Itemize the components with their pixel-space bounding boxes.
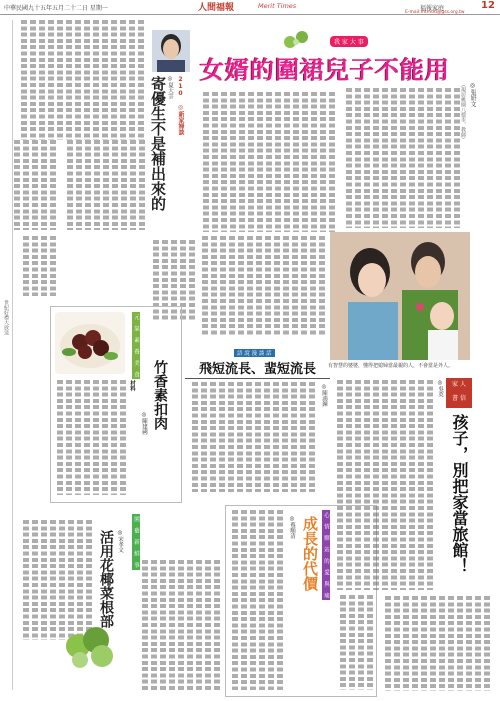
- right-article-body: [335, 380, 433, 590]
- sidebar-body: [14, 236, 56, 296]
- right-article-tag: [446, 378, 472, 408]
- photo-caption: 有智慧的婆婆，懂得把媳婦當最親的人，不會當是外人。: [328, 363, 454, 369]
- section-name: 福報家庭: [420, 5, 445, 12]
- main-article-kicker: 我 家 大 事: [330, 36, 368, 47]
- left-article-author: ◎夏大雲: [167, 76, 173, 99]
- tag-line-top: 家 人: [452, 381, 466, 388]
- plant-article-author: ◎宋孝文: [117, 530, 123, 553]
- main-article-body-top: [340, 88, 460, 228]
- short-article-body: [185, 382, 315, 492]
- short-article-author: ◎陳鴻鍊: [321, 384, 327, 407]
- bottom-left-body: [130, 560, 220, 690]
- main-article-author: ◎張妍文: [469, 82, 476, 107]
- short-article-title: 飛短流長、蜚短流長: [198, 362, 316, 377]
- newspaper-brand-en: Merit Times: [258, 2, 297, 10]
- left-article-body-top: [14, 20, 144, 140]
- newspaper-brand: 人間福報: [198, 3, 235, 13]
- main-article-body-mid: [200, 92, 335, 232]
- left-article-title: 寄優生不是補出來的: [149, 76, 167, 211]
- right-article-author: ◎吳英: [437, 380, 443, 397]
- short-article-divider: [185, 378, 330, 379]
- issue-date: 中華民國九十五年五月二十二日 星期一: [4, 5, 108, 12]
- author-portrait: [152, 30, 190, 72]
- food-article-body: [56, 380, 126, 495]
- right-article-title: 孩子，別把家當旅館！: [450, 414, 469, 574]
- growth-article-body: [228, 510, 283, 690]
- growth-article-author: ◎蔡順清: [289, 516, 295, 539]
- food-ingredients-label: 材料: [129, 380, 135, 391]
- food-article-author: ◎陳建國: [141, 412, 147, 435]
- family-photo: [330, 232, 470, 360]
- right-article-body-lower: [380, 596, 490, 691]
- left-article-body-mid: [60, 140, 145, 230]
- page-number: 12: [481, 0, 495, 11]
- food-photo: [55, 312, 125, 374]
- main-article-author-note: （現居桃園八德市，教師）: [460, 82, 466, 142]
- plant-article-kicker: 園 藝 新 鮮 事: [133, 516, 139, 568]
- growth-article-kicker: 心 情 驛 站 的 愛 與 痛: [323, 512, 329, 598]
- main-article-title: 女婿的圍裙兒子不能用: [200, 55, 450, 84]
- short-article-kicker: 語 說 漫 談 話: [234, 349, 275, 357]
- left-sidebar-rule: [12, 20, 13, 690]
- growth-article-body-2: [335, 595, 373, 690]
- tag-line-bottom: 書 信: [452, 395, 466, 402]
- food-article-title: 竹香素扣肉: [152, 360, 168, 430]
- growth-article-title: 成長的代價: [301, 516, 319, 591]
- sidebar-promo: 世紀好禮大放送: [3, 300, 9, 335]
- contact-email: E-mail:mtmdd@gss.org.tw: [405, 10, 465, 15]
- plant-illustration: [60, 620, 120, 672]
- left-article-column-tag: 210 ◎新家婦談: [177, 76, 184, 135]
- main-article-body-lower: [200, 236, 325, 336]
- decorative-flower-icon: [282, 28, 312, 50]
- plant-article-title: 活用花椰菜根部: [98, 530, 114, 628]
- food-article-kicker: 元 氣 素 養 美 食: [133, 314, 139, 377]
- left-article-body-side: [14, 140, 56, 230]
